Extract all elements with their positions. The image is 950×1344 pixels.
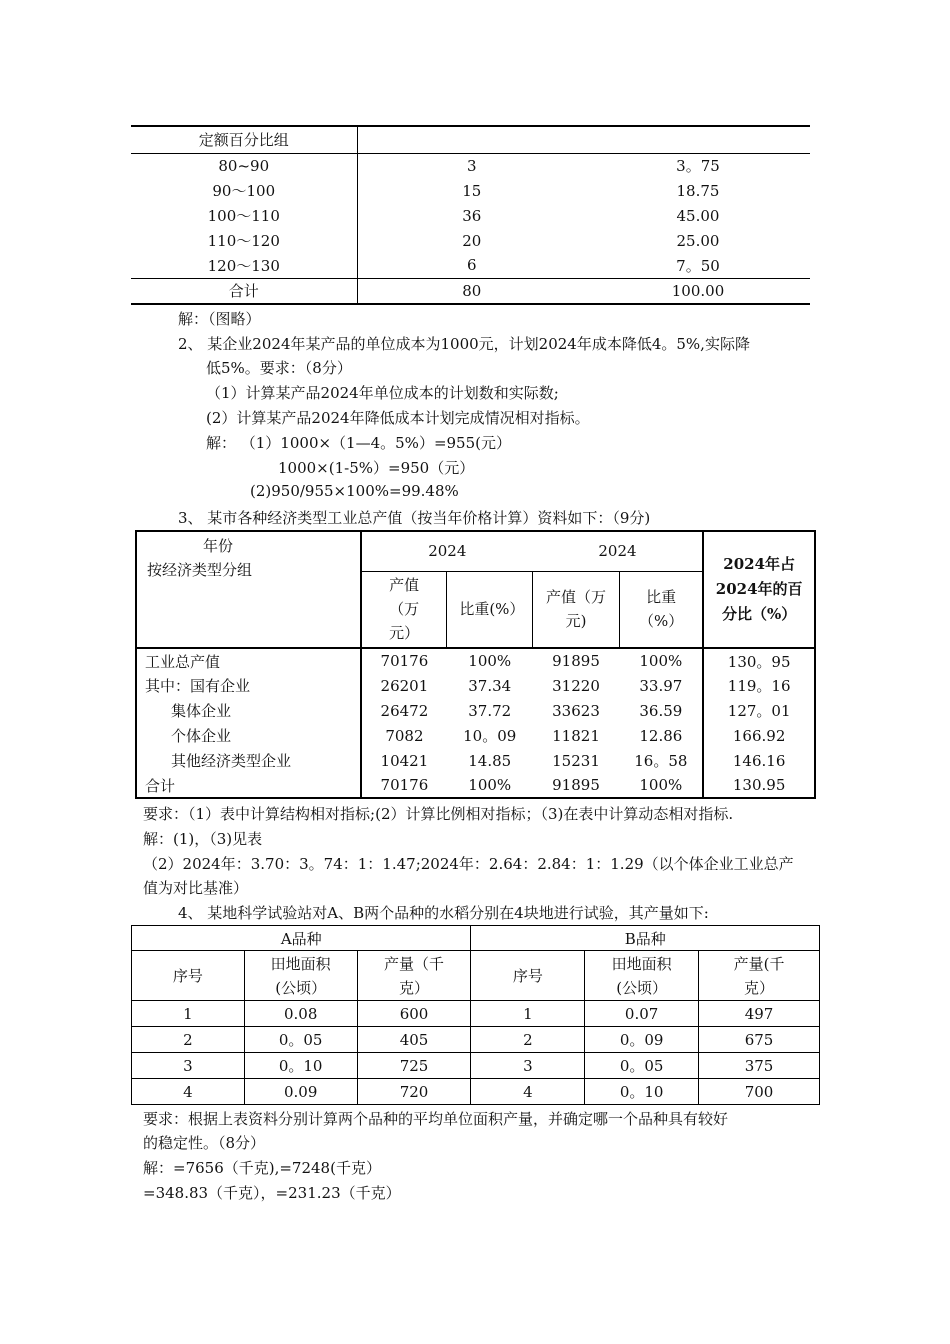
table-row: 其他经济类型企业 10421 14.85 15231 16。58 146.16 bbox=[136, 748, 815, 773]
table-row: 2 0。05 405 2 0。09 675 bbox=[132, 1027, 820, 1053]
question-2: 2、 某企业2024年某产品的单位成本为1000元，计划2024年成本降低4。5%,实际降 bbox=[178, 335, 750, 353]
solution-1: 解：（图略） bbox=[178, 310, 261, 328]
requirement-3: 要求：（1）表中计算结构相对指标;(2）计算比例相对指标；（3)在表中计算动态相对指标. bbox=[143, 805, 734, 823]
col-seq-a: 序号 bbox=[132, 951, 245, 1001]
req-1: （1）计算某产品2024年单位成本的计划数和实际数; bbox=[206, 384, 559, 402]
table-row: 1 0.08 600 1 0.07 497 bbox=[132, 1001, 820, 1027]
pct-header: 2024年占2024年的百分比（%） bbox=[703, 531, 815, 648]
sub-output-2: 产值（万元) bbox=[533, 571, 620, 648]
group-header: 定额百分比组 bbox=[131, 126, 357, 153]
question-4: 4、 某地科学试验站对A、B两个品种的水稻分别在4块地进行试验，其产量如下: bbox=[178, 904, 709, 922]
industry-output-table bbox=[135, 530, 816, 799]
table-row: 110～120 20 25.00 bbox=[131, 228, 810, 253]
table-row: 集体企业 26472 37.72 33623 36.59 127。01 bbox=[136, 698, 815, 723]
col-yield-b: 产量(千克） bbox=[699, 951, 820, 1001]
total-row: 合计 80 100.00 bbox=[131, 278, 810, 304]
sub-share-1: 比重(%） bbox=[447, 571, 533, 648]
solution-3b: （2）2024年：3.70：3。74：1：1.47;2024年：2.64：2.84：1：1.29（以个体企业工业总产 bbox=[143, 855, 794, 873]
requirement-4-cont: 的稳定性。（8分） bbox=[143, 1134, 266, 1152]
solution-3a: 解：(1)，（3)见表 bbox=[143, 830, 263, 848]
col-seq-b: 序号 bbox=[471, 951, 585, 1001]
table-row: 3 0。10 725 3 0。05 375 bbox=[132, 1053, 820, 1079]
table-row: 120～130 6 7。50 bbox=[131, 253, 810, 278]
solution-4b: =348.83（千克），=231.23（千克） bbox=[143, 1184, 401, 1202]
table-row: 个体企业 7082 10。09 11821 12.86 166.92 bbox=[136, 723, 815, 748]
header-year: 年份 bbox=[203, 537, 234, 555]
req-2: (2）计算某产品2024年降低成本计划完成情况相对指标。 bbox=[206, 409, 590, 427]
solution-2a: 解： （1）1000×（1—4。5%）=955(元） bbox=[206, 434, 511, 452]
requirement-4: 要求：根据上表资料分别计算两个品种的平均单位面积产量，并确定哪一个品种具有较好 bbox=[143, 1110, 729, 1128]
solution-4a: 解：=7656（千克),=7248(千克） bbox=[143, 1159, 381, 1177]
col-yield-a: 产量（千克） bbox=[357, 951, 471, 1001]
sub-output-1: 产值（万元） bbox=[361, 571, 447, 648]
col-area-b: 田地面积(公顷） bbox=[585, 951, 699, 1001]
year-2: 2024 bbox=[533, 531, 704, 571]
header-group: 按经济类型分组 bbox=[147, 561, 253, 579]
solution-3c: 值为对比基准） bbox=[143, 879, 249, 897]
solution-2b: 1000×(1-5%）=950（元） bbox=[278, 459, 475, 477]
variety-b: B品种 bbox=[471, 926, 820, 951]
table-row: 100～110 36 45.00 bbox=[131, 203, 810, 228]
table-row: 90～100 15 18.75 bbox=[131, 178, 810, 203]
solution-2c: (2)950/955×100%=99.48% bbox=[250, 482, 459, 500]
sub-share-2: 比重（%） bbox=[619, 571, 703, 648]
table-row: 4 0.09 720 4 0。10 700 bbox=[132, 1079, 820, 1105]
table-row: 工业总产值 70176 100% 91895 100% 130。95 bbox=[136, 648, 815, 673]
table-row: 80~90 3 3。75 bbox=[131, 153, 810, 178]
total-row: 合计 70176 100% 91895 100% 130.95 bbox=[136, 773, 815, 798]
variety-a: A品种 bbox=[132, 926, 471, 951]
question-2-cont: 低5%。要求：（8分） bbox=[206, 359, 352, 377]
col-area-a: 田地面积(公顷） bbox=[244, 951, 357, 1001]
table-row: 其中：国有企业 26201 37.34 31220 33.97 119。16 bbox=[136, 673, 815, 698]
year-1: 2024 bbox=[361, 531, 533, 571]
question-3: 3、 某市各种经济类型工业总产值（按当年价格计算）资料如下：（9分) bbox=[178, 509, 651, 527]
grouping-table bbox=[131, 125, 810, 305]
rice-yield-table bbox=[131, 925, 820, 1105]
